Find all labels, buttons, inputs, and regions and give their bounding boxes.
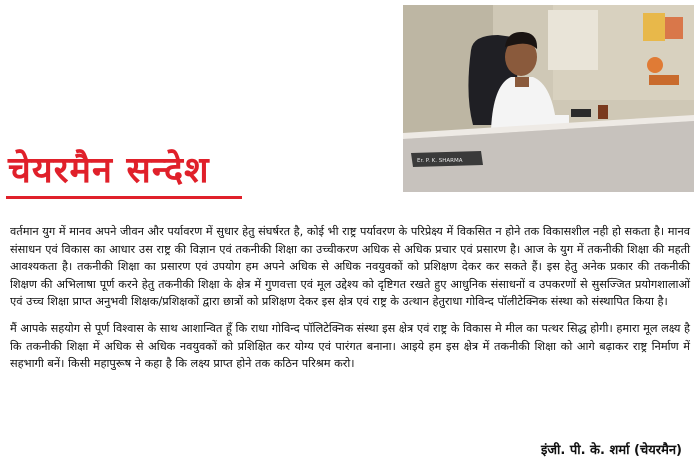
chairman-photo: [403, 5, 694, 192]
message-paragraph-2: मैं आपके सहयोग से पूर्ण विश्वास के साथ आशान्वित हूँ कि राधा गोविन्द पॉलिटेक्निक संस्था इस क्षेत्र एवं राष्ट्र के विकास मे मील का पत्थर सिद्ध होगी। हमारा मूल लक्ष्य है कि तकनीकी शिक्षा में अधिक से अधिक नवयुवकों को प्रशिक्षित कर योग्य एवं पारंगत बनाना। आइये हम इस क्षेत्र में तकनीकी शिक्षा को आगे बढ़ाकर राष्ट्र निर्माण में सहभागी बनें। किसी महापुरूष ने कहा है कि लक्ष्य प्राप्त होने तक कठिन परिश्रम करो।: [10, 321, 690, 371]
signature: इंजी. पी. के. शर्मा (चेयरमैन): [540, 443, 682, 458]
title-underline: [6, 196, 242, 199]
message-body: [10, 223, 690, 382]
nameplate-text: Er. P. K. SHARMA: [417, 158, 463, 164]
page-title: चेयरमैन सन्देश: [8, 149, 210, 191]
message-paragraph-1: वर्तमान युग में मानव अपने जीवन और पर्यावरण में सुधार हेतु संघर्षरत है, कोई भी राष्ट्र पर्यावरण के परिप्रेक्ष्य में विकसित न होने तक विकासशील नही हो सकता है। मानव संसाधन एवं विकास का आधार उस राष्ट्र की विज्ञान एवं तकनीकी शिक्षा का उच्चीकरण अधिक से अधिक प्रचार एवं प्रसारण है। आज के युग में तकनीकी शिक्षा की महती आवश्यकता है। तकनीकी शिक्षा का प्रसारण एवं उपयोग हम अपने अधिक से अधिक नवयुवकों को प्रशिक्षण देकर कर सकते हैं। इस हेतु अनेक प्रकार की तकनीकी शिक्षण की अभिलाषा पूर्ण करने हेतु तकनीकी शिक्षा के क्षेत्र में गुणवत्ता एवं मूल उद्देश्य को दृष्टिगत रखते हुए आधुनिक संसाधनों व उपकरणों से सुसज्जित प्रयोगशालाओं एवं उच्च शिक्षा प्राप्त अनुभवी शिक्षक/प्रशिक्षकों द्वारा छात्रों को प्रशिक्षण देकर इस क्षेत्र एवं राष्ट्र के उत्थान हेतुराधा गोविन्द पॉलीटेक्निक संस्था को संस्थापित किया है।: [10, 225, 690, 309]
